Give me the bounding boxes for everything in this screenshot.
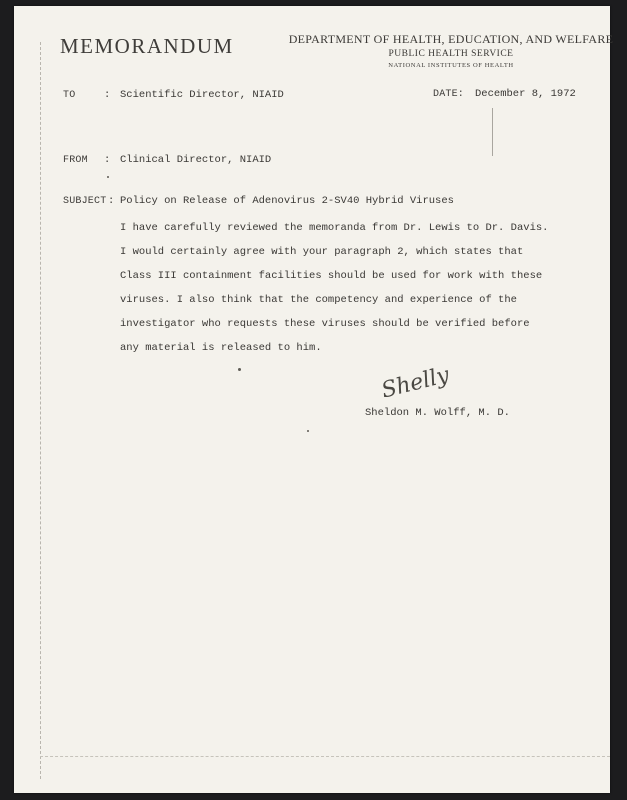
memo-page	[14, 6, 614, 793]
agency-letterhead	[286, 32, 616, 69]
ink-speck	[107, 176, 109, 178]
to-value: Scientific Director, NIAID	[120, 89, 284, 101]
institutes-name: NATIONAL INSTITUTES OF HEALTH	[388, 62, 514, 69]
handwritten-signature: Shelly	[378, 362, 452, 404]
service-name: PUBLIC HEALTH SERVICE	[388, 49, 514, 59]
body-line: I would certainly agree with your paragraph 2, which states that	[120, 246, 524, 258]
body-line: Class III containment facilities should be used for work with these	[120, 270, 543, 282]
body-line: viruses. I also think that the competency and experience of the	[120, 294, 517, 306]
memo-title: MEMORANDUM	[60, 34, 234, 58]
subject-label: SUBJECT	[63, 196, 107, 207]
body-line: any material is released to him.	[120, 342, 322, 354]
from-label: FROM	[63, 155, 88, 166]
ink-speck	[307, 430, 309, 432]
signatory-name: Sheldon M. Wolff, M. D.	[365, 407, 510, 419]
to-label: TO	[63, 90, 76, 101]
subject-value: Policy on Release of Adenovirus 2-SV40 Hybrid Viruses	[120, 195, 454, 207]
to-colon: :	[104, 89, 111, 101]
date-value: December 8, 1972	[475, 88, 576, 100]
body-line: I have carefully reviewed the memoranda from Dr. Lewis to Dr. Davis.	[120, 222, 549, 234]
department-name: DEPARTMENT OF HEALTH, EDUCATION, AND WELFARE	[288, 32, 614, 46]
subject-colon: :	[108, 195, 115, 207]
date-label: DATE:	[433, 89, 465, 100]
pencil-mark	[492, 108, 493, 156]
from-value: Clinical Director, NIAID	[120, 154, 272, 166]
body-line: investigator who requests these viruses should be verified before	[120, 318, 530, 330]
ink-speck	[238, 368, 241, 371]
from-colon: :	[104, 154, 111, 166]
